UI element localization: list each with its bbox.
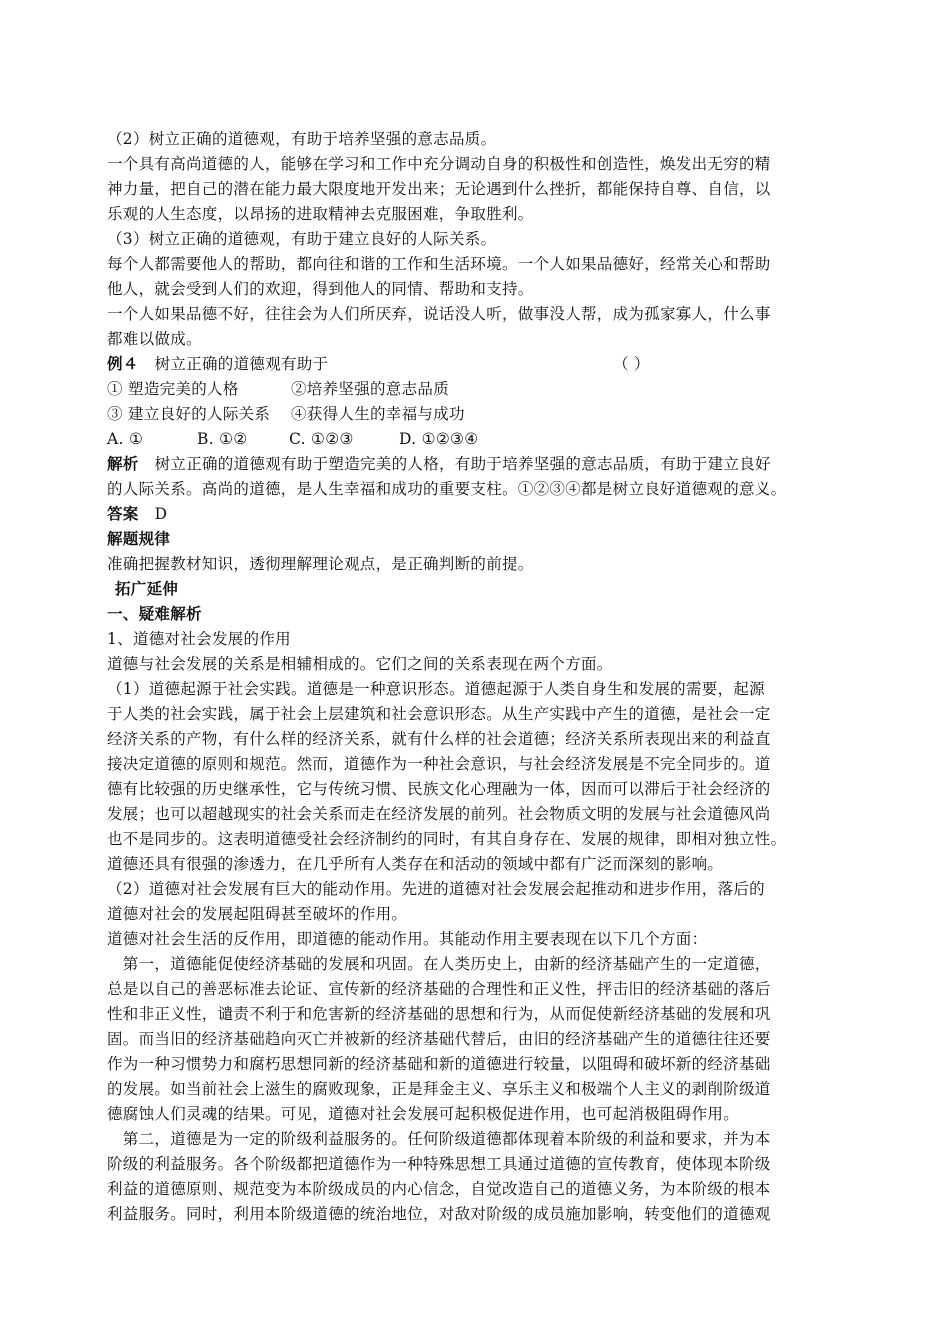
paragraph-line: 每个人都需要他人的帮助，都向往和谐的工作和生活环境。一个人如果品德好，经常关心和帮助 [107, 255, 771, 273]
example-question-text: 树立正确的道德观有助于 [154, 355, 329, 373]
body-line: 道德还具有很强的渗透力，在几乎所有人类存在和活动的领域中都有广泛而深刻的影响。 [107, 855, 724, 873]
paragraph-line: 一个人如果品德不好，往往会为人们所厌弃，说话没人听，做事没人帮，成为孤家寡人，什么事 [107, 305, 771, 323]
paragraph-line: 一个具有高尚道德的人，能够在学习和工作中充分调动自身的积极性和创造性，焕发出无穷的精 [107, 155, 771, 173]
option-4: ④获得人生的幸福与成功 [291, 405, 465, 423]
body-line: 阶级的利益服务。各个阶级都把道德作为一种特殊思想工具通过道德的宣传教育，使体现本阶级 [107, 1155, 771, 1173]
options-row-2 [107, 402, 827, 426]
body-line: 也不是同步的。这表明道德受社会经济制约的同时，有其自身存在、发展的规律，即相对独立性。 [107, 830, 787, 848]
paragraph-line: 乐观的人生态度，以昂扬的进取精神去克服困难，争取胜利。 [107, 205, 534, 223]
option-2: ②培养坚强的意志品质 [291, 380, 450, 398]
paragraph-line: （3）树立正确的道德观，有助于建立良好的人际关系。 [107, 230, 497, 248]
body-line: （1）道德起源于社会实践。道德是一种意识形态。道德起源于人类自身生和发展的需要，起源 [107, 680, 765, 698]
paragraph-line: 他人，就会受到人们的欢迎，得到他人的同情、帮助和支持。 [107, 280, 534, 298]
answer-line [107, 502, 827, 526]
analysis-line [107, 452, 827, 476]
extension-heading: 拓广延伸 [115, 579, 179, 598]
body-line: 性和非正义性，谴责不利于和危害新的经济基础的思想和行为，从而促使新经济基础的发展和巩 [107, 1005, 771, 1023]
paragraph-line: （2）树立正确的道德观，有助于培养坚强的意志品质。 [107, 130, 497, 148]
choice-c: C. ①②③ [289, 430, 354, 448]
body-line: （2）道德对社会发展有巨大的能动作用。先进的道德对社会发展会起推动和进步作用，落后的 [107, 880, 765, 898]
body-line: 道德与社会发展的关系是相辅相成的。它们之间的关系表现在两个方面。 [107, 655, 613, 673]
choices-row [107, 427, 827, 451]
body-line: 道德对社会的发展起阻碍甚至破坏的作用。 [107, 905, 408, 923]
rule-heading: 解题规律 [107, 529, 171, 548]
choice-b: B. ①② [197, 430, 248, 448]
analysis-text: 树立正确的道德观有助于塑造完美的人格，有助于培养坚强的意志品质，有助于建立良好 [154, 455, 771, 473]
body-line: 经济关系的产物，有什么样的经济关系，就有什么样的社会道德；经济关系所表现出来的利益直 [107, 730, 771, 748]
section-heading: 一、疑难解析 [107, 604, 202, 623]
body-line: 于人类的社会实践，属于社会上层建筑和社会意识形态。从生产实践中产生的道德，是社会一定 [107, 705, 771, 723]
analysis-line-2: 的人际关系。高尚的道德，是人生幸福和成功的重要支柱。①②③④都是树立良好道德观的意义。 [107, 480, 787, 498]
paragraph-line: 神力量，把自己的潜在能力最大限度地开发出来；无论遇到什么挫折，都能保持自尊、自信，以 [107, 180, 771, 198]
body-line: 利益的道德原则、规范变为本阶级成员的内心信念，自觉改造自己的道德义务，为本阶级的根本 [107, 1180, 771, 1198]
choice-a: A. ① [107, 430, 144, 448]
body-line: 作为一种习惯势力和腐朽思想同新的经济基础和新的道德进行较量，以阻碍和破坏新的经济基础 [107, 1055, 771, 1073]
answer-label: 答案 [107, 504, 139, 523]
example-label: 例４ [107, 354, 139, 373]
body-line: 德腐蚀人们灵魂的结果。可见，道德对社会发展可起积极促进作用，也可起消极阻碍作用。 [107, 1105, 740, 1123]
body-line: 第一，道德能促使经济基础的发展和巩固。在人类历史上，由新的经济基础产生的一定道德， [107, 955, 771, 973]
body-line: 固。而当旧的经济基础趋向灭亡并被新的经济基础代替后，由旧的经济基础产生的道德往往还要 [107, 1030, 771, 1048]
example-question [107, 352, 827, 376]
body-line: 德有比较强的历史继承性，它与传统习惯、民族文化心理融为一体，因而可以滞后于社会经济的 [107, 780, 771, 798]
options-row-1 [107, 377, 827, 401]
paragraph-line: 都难以做成。 [107, 330, 202, 348]
option-1: ① 塑造完美的人格 [107, 380, 239, 398]
choice-d: D. ①②③④ [399, 430, 479, 448]
body-line: 利益服务。同时，利用本阶级道德的统治地位，对敌对阶级的成员施加影响，转变他们的道德观 [107, 1205, 771, 1223]
body-line: 接决定道德的原则和规范。然而，道德作为一种社会意识，与社会经济发展是不完全同步的。道 [107, 755, 771, 773]
body-line: 总是以自己的善恶标准去论证、宣传新的经济基础的合理性和正义性，抨击旧的经济基础的落后 [107, 980, 771, 998]
body-line: 的发展。如当前社会上滋生的腐败现象，正是拜金主义、享乐主义和极端个人主义的剥削阶级道 [107, 1080, 771, 1098]
body-line: 第二，道德是为一定的阶级利益服务的。任何阶级道德都体现着本阶级的利益和要求，并为本 [107, 1130, 771, 1148]
body-line: 道德对社会生活的反作用，即道德的能动作用。其能动作用主要表现在以下几个方面： [107, 930, 708, 948]
option-3: ③ 建立良好的人际关系 [107, 405, 271, 423]
rule-text: 准确把握教材知识，透彻理解理论观点，是正确判断的前提。 [107, 555, 534, 573]
analysis-label: 解析 [107, 454, 139, 473]
body-line: 1、道德对社会发展的作用 [107, 630, 291, 648]
answer-bracket: （ ） [613, 355, 650, 373]
answer-value: D [154, 505, 168, 523]
body-line: 发展；也可以超越现实的社会关系而走在经济发展的前列。社会物质文明的发展与社会道德风尚 [107, 805, 771, 823]
